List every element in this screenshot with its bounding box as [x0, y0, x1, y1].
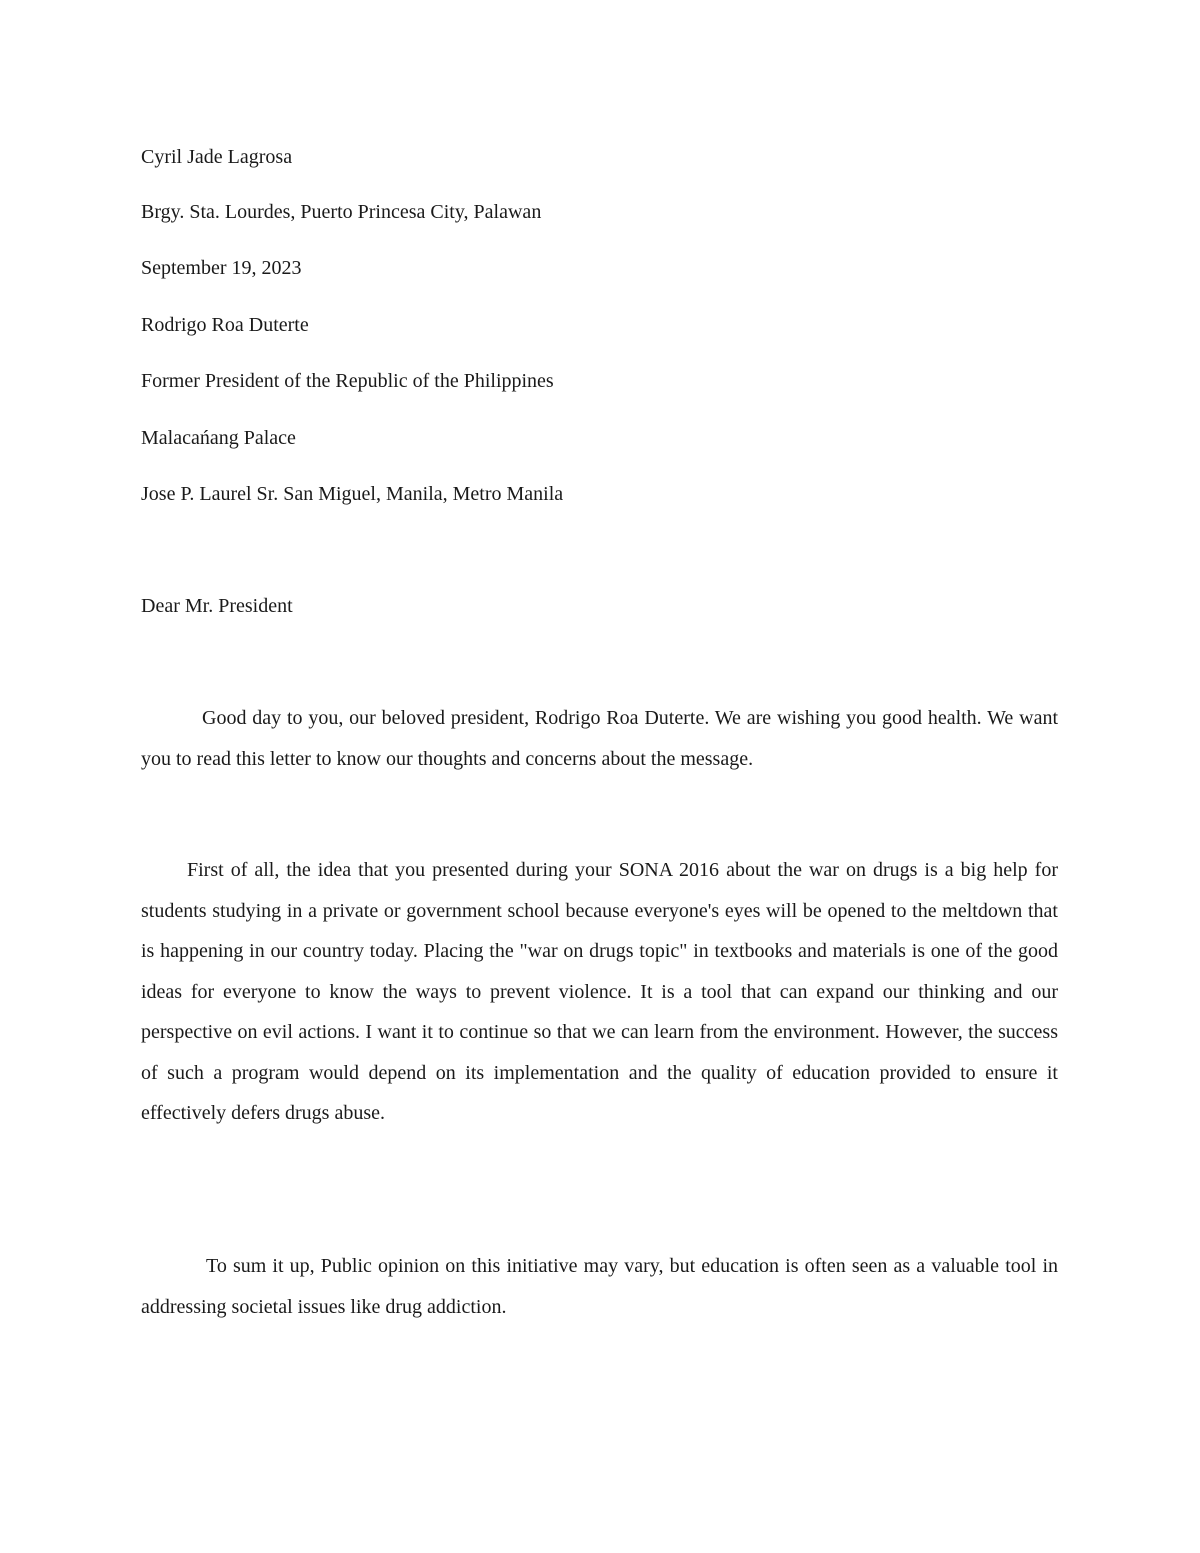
- salutation: Dear Mr. President: [141, 595, 293, 617]
- recipient-address: Jose P. Laurel Sr. San Miguel, Manila, Metro Manila: [141, 483, 564, 505]
- sender-name: Cyril Jade Lagrosa: [141, 146, 293, 168]
- recipient-title: Former President of the Republic of the Philippines: [141, 370, 554, 392]
- body-paragraph-2: First of all, the idea that you presented during your SONA 2016 about the war on drugs is a big help for students studying in a private or government school because everyone's eyes will be opened to the meltdown that is happening in our country today. Placing the "war on drugs topic" in textbooks and materials is one of the good ideas for everyone to know the ways to prevent violence. It is a tool that can expand our thinking and our perspective on evil actions. I want it to continue so that we can learn from the environment. However, the success of such a program would depend on its implementation and the quality of education provided to ensure it effectively defers drugs abuse.: [141, 859, 1058, 1124]
- recipient-office: Malacańang Palace: [141, 427, 296, 449]
- recipient-name: Rodrigo Roa Duterte: [141, 314, 309, 336]
- body-paragraph-3: To sum it up, Public opinion on this initiative may vary, but education is often seen as a valuable tool in addressing societal issues like drug addiction.: [141, 1255, 1058, 1318]
- letter-date: September 19, 2023: [141, 257, 302, 279]
- sender-address: Brgy. Sta. Lourdes, Puerto Princesa City, Palawan: [141, 201, 542, 223]
- body-paragraph-1: Good day to you, our beloved president, Rodrigo Roa Duterte. We are wishing you good health. We want you to read this letter to know our thoughts and concerns about the message.: [141, 707, 1058, 770]
